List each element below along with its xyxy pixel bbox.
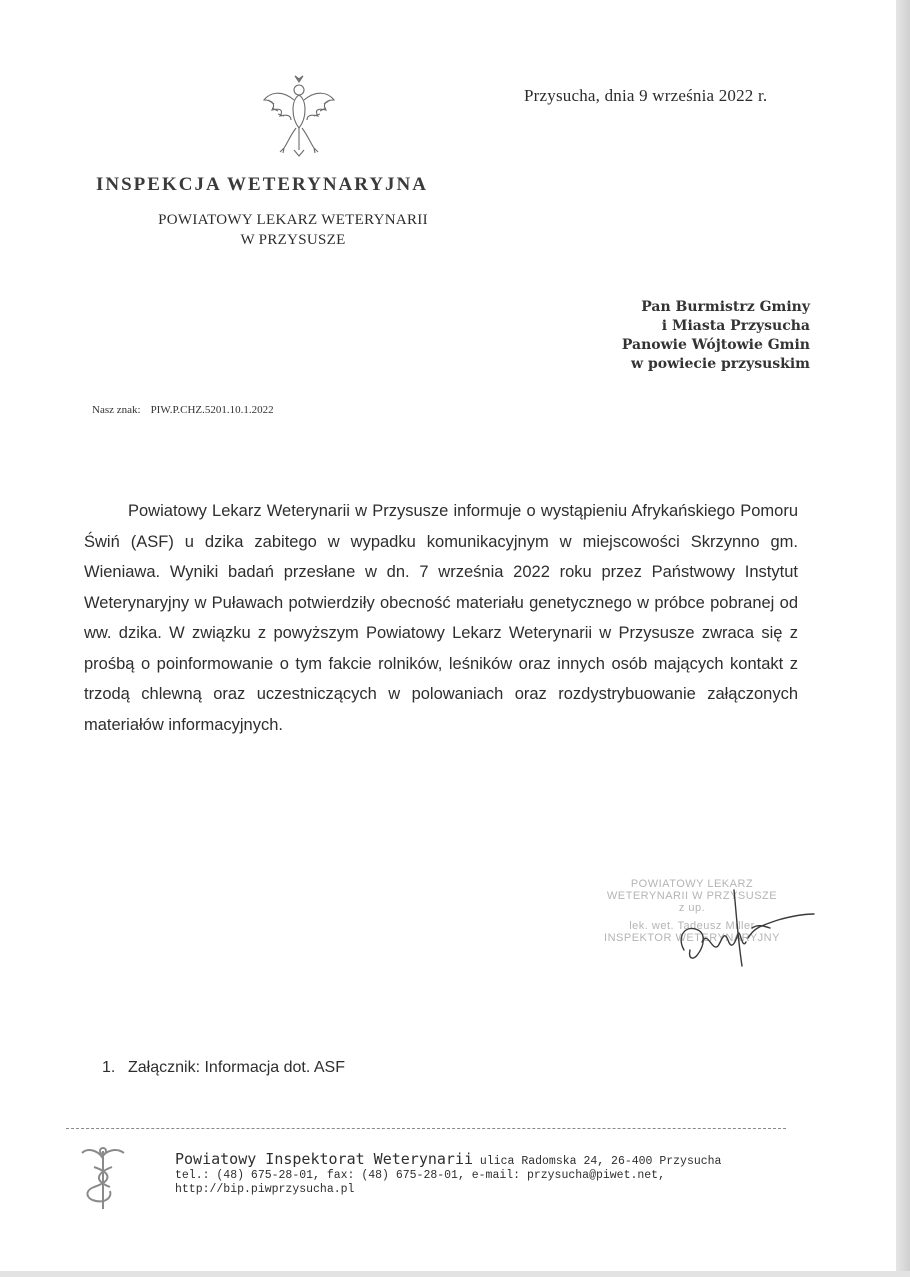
recipient-block xyxy=(622,298,810,374)
office-line-1: POWIATOWY LEKARZ WETERYNARII xyxy=(158,212,428,228)
footer-address: ulica Radomska 24, 26-400 Przysucha xyxy=(479,1155,722,1168)
recipient-line-4: w powiecie przysuskim xyxy=(631,356,810,372)
footer-phone-email: tel.: (48) 675-28-01, fax: (48) 675-28-01, e-mail: przysucha@piwet.net, xyxy=(175,1169,665,1182)
office-name xyxy=(138,210,448,250)
stamp-line-5: INSPEKTOR WETERYNARYJNY xyxy=(604,932,780,944)
footer-contact xyxy=(175,1152,795,1197)
attachment-item xyxy=(102,1059,345,1077)
attachment-number: 1. xyxy=(102,1059,116,1076)
caduceus-logo-icon xyxy=(74,1143,132,1213)
attachment-text: Załącznik: Informacja dot. ASF xyxy=(128,1059,345,1076)
footer-organization: Powiatowy Inspektorat Weterynarii xyxy=(175,1150,474,1168)
institution-name: INSPEKCJA WETERYNARYJNA xyxy=(96,174,428,195)
stamp-line-2: WETERYNARII W PRZYSUSZE xyxy=(606,890,778,902)
letter-body: Powiatowy Lekarz Weterynarii w Przysusze informuje o wystąpieniu Afrykańskiego Pomoru Świń (ASF) u dzika zabitego w wypadku komunikacyjnym w miejscowości Skrzynno gm. Wieniawa. Wyniki badań przesłane w dn. 7 września 2022 roku przez Państwowy Instytut Weterynaryjny w Puławach potwierdziły obecność materiału genetycznego w próbce pobranej od ww. dzika. W związku z powyższym Powiatowy Lekarz Weterynarii w Przysusze zwraca się z prośbą o poinformowanie o tym fakcie rolników, leśników oraz innych osób mających kontakt z trzodą chlewną oraz uczestniczących w polowaniach oraz rozdystrybuowanie załączonych materiałów informacyjnych. xyxy=(84,502,798,734)
recipient-line-2: i Miasta Przysucha xyxy=(661,318,810,334)
footer-website-link[interactable]: http://bip.piwprzysucha.pl xyxy=(175,1183,355,1196)
scan-edge-bottom xyxy=(0,1271,910,1277)
stamp-line-4: lek. wet. Tadeusz Miller xyxy=(629,920,755,932)
scan-edge-right xyxy=(896,0,910,1277)
reference-code: PIW.P.CHZ.5201.10.1.2022 xyxy=(150,404,274,416)
stamp-line-3: z up. xyxy=(678,902,706,914)
reference-label: Nasz znak: xyxy=(92,404,141,416)
handwritten-signature xyxy=(668,880,818,970)
eagle-emblem-icon xyxy=(258,70,340,160)
document-date: Przysucha, dnia 9 września 2022 r. xyxy=(524,86,768,105)
reference-number xyxy=(92,404,274,416)
recipient-line-3: Panowie Wójtowie Gmin xyxy=(621,337,810,353)
footer-divider xyxy=(66,1128,786,1129)
office-line-2: W PRZYSUSZE xyxy=(240,232,346,248)
recipient-line-1: Pan Burmistrz Gminy xyxy=(641,299,810,315)
stamp-line-1: POWIATOWY LEKARZ xyxy=(630,878,754,890)
